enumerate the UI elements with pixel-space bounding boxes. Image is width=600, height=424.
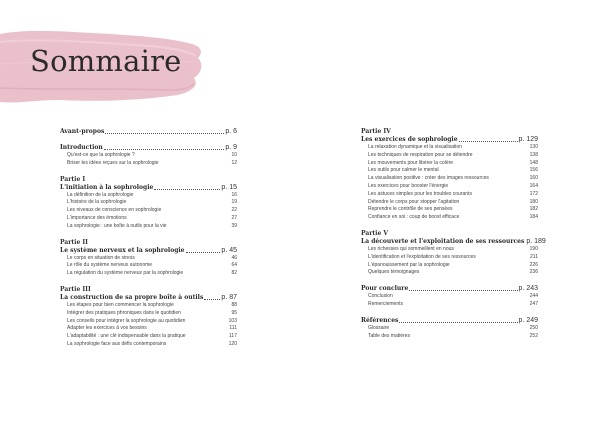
entry-page-number: 252: [529, 332, 538, 339]
toc-sub-entry[interactable]: [361, 333, 538, 341]
entry-label: Les richesses qui sommeillent en nous: [368, 245, 454, 252]
entry-page-number: 172: [529, 190, 538, 197]
toc-sub-entry[interactable]: [361, 214, 538, 222]
toc-section: [60, 144, 237, 168]
entry-label: Briser les idées reçues sur la sophrologie: [67, 159, 159, 166]
dot-leader: [204, 298, 220, 300]
entry-label: Les outils pour calmer le mental: [368, 167, 439, 174]
toc-sub-entry[interactable]: [361, 152, 538, 160]
entry-label: La régulation du système nerveux par la sophrologie: [67, 270, 184, 277]
toc-sub-entry[interactable]: [60, 262, 237, 270]
toc-sub-entry[interactable]: [60, 270, 237, 278]
entry-page-number: 130: [529, 144, 538, 150]
entry-page-number: 27: [231, 214, 237, 221]
toc-section: [361, 285, 538, 309]
dot-leader: [399, 321, 517, 323]
dot-leader: [186, 251, 221, 253]
toc-sub-entry[interactable]: [361, 301, 538, 309]
section-page-number: p. 6: [225, 128, 237, 135]
part-label: Partie V: [361, 229, 389, 237]
dot-leader: [105, 132, 224, 134]
entry-label: Remerciements: [368, 300, 404, 307]
dot-leader: [104, 148, 225, 150]
section-page-number: p. 243: [518, 285, 538, 293]
toc-sub-entry[interactable]: [361, 160, 538, 168]
section-heading: La construction de sa propre boîte à outils: [60, 293, 204, 301]
toc-sub-entry[interactable]: [361, 325, 538, 333]
toc-sub-entry[interactable]: [60, 325, 237, 333]
dot-leader: [459, 140, 518, 142]
entry-label: La sophrologie face aux défis contemporains: [67, 340, 167, 347]
toc-sub-entry[interactable]: [60, 223, 237, 231]
entry-page-number: 148: [529, 159, 538, 166]
entry-page-number: 236: [529, 269, 538, 276]
toc-main-entry[interactable]: [361, 237, 546, 246]
entry-page-number: 226: [529, 261, 538, 268]
entry-label: Table des matières: [368, 332, 410, 339]
toc-sub-entry[interactable]: [361, 269, 538, 277]
dot-leader: [154, 188, 220, 190]
section-page-number: p. 249: [518, 316, 538, 324]
entry-label: Les exercices pour booster l'énergie: [368, 182, 449, 189]
entry-page-number: 82: [231, 270, 237, 277]
toc-sub-entry[interactable]: [361, 262, 538, 270]
section-page-number: p. 189: [526, 237, 546, 245]
toc-sub-entry[interactable]: [361, 183, 538, 191]
entry-page-number: 247: [529, 300, 538, 307]
dot-leader: [409, 289, 517, 291]
page-title: Sommaire: [30, 44, 182, 78]
toc-sub-entry[interactable]: [361, 167, 538, 175]
toc-sub-entry[interactable]: [361, 246, 538, 254]
toc-main-entry[interactable]: [60, 128, 237, 136]
section-heading: Pour conclure: [361, 285, 409, 293]
toc-sub-entry[interactable]: [60, 302, 237, 310]
entry-label: L'histoire de la sophrologie: [67, 199, 127, 206]
entry-page-number: 16: [231, 191, 237, 198]
entry-page-number: 64: [231, 262, 237, 269]
entry-label: La sophrologie : une boîte à outils pour la vie: [67, 222, 167, 229]
entry-page-number: 211: [530, 253, 538, 260]
part-label: Partie IV: [361, 128, 391, 135]
entry-label: Les conseils pour intégrer la sophrologie au quotidien: [67, 317, 186, 324]
entry-page-number: 111: [229, 325, 237, 332]
section-heading: La découverte et l'exploitation de ses ressources: [361, 237, 525, 245]
entry-page-number: 138: [529, 151, 538, 158]
toc-section: [60, 176, 237, 231]
toc-sub-entry[interactable]: [60, 207, 237, 215]
toc-right-column: [361, 128, 546, 348]
part-label: Partie I: [60, 175, 86, 183]
entry-label: La relaxation dynamique et la visualisation: [368, 144, 462, 150]
entry-label: Le corps en situation de stress: [67, 254, 135, 261]
entry-label: L'adaptabilité : une clé indispensable dans la pratique: [67, 333, 186, 340]
entry-page-number: 250: [529, 324, 538, 331]
toc-sub-entry[interactable]: [60, 255, 237, 263]
entry-page-number: 164: [529, 182, 538, 189]
entry-label: Quelques témoignages: [368, 269, 420, 276]
entry-page-number: 120: [228, 340, 237, 347]
section-heading: Avant-propos: [60, 128, 105, 135]
toc-main-entry[interactable]: [60, 294, 237, 302]
section-heading: Références: [361, 316, 399, 324]
section-page-number: p. 9: [225, 144, 237, 151]
entry-page-number: 184: [529, 214, 538, 221]
toc-sub-entry[interactable]: [361, 293, 538, 301]
entry-page-number: 182: [529, 206, 538, 213]
toc-main-entry[interactable]: [60, 247, 237, 255]
toc-sub-entry[interactable]: [361, 199, 538, 207]
section-page-number: p. 45: [221, 246, 237, 254]
entry-label: La visualisation positive : créer des images ressources: [368, 175, 489, 182]
part-label: Partie III: [60, 285, 91, 293]
entry-page-number: 190: [529, 245, 538, 252]
toc-sub-entry[interactable]: [60, 215, 237, 223]
toc-sub-entry[interactable]: [361, 191, 538, 199]
entry-page-number: 10: [231, 152, 237, 158]
section-page-number: p. 87: [221, 293, 237, 301]
entry-page-number: 88: [231, 301, 237, 308]
entry-page-number: 46: [231, 254, 237, 261]
section-page-number: p. 15: [221, 183, 237, 191]
entry-page-number: 160: [529, 175, 538, 182]
entry-label: L'identification et l'exploitation de ses ressources: [368, 253, 476, 260]
toc-sub-entry[interactable]: [361, 144, 538, 152]
entry-label: Confiance en soi : coup de boost efficace: [368, 214, 460, 221]
section-heading: Le système nerveux et la sophrologie: [60, 246, 185, 254]
section-heading: Introduction: [60, 144, 103, 151]
toc-section: [60, 286, 237, 349]
toc-sub-entry[interactable]: [60, 341, 237, 349]
entry-label: Glossaire: [368, 324, 390, 331]
section-heading: Les exercices de sophrologie: [361, 136, 458, 143]
toc-main-entry[interactable]: [60, 144, 237, 152]
entry-page-number: 103: [228, 317, 237, 324]
toc-sub-entry[interactable]: [60, 199, 237, 207]
toc-sub-entry[interactable]: [60, 318, 237, 326]
entry-label: L'épanouissement par la sophrologie: [368, 261, 450, 268]
entry-page-number: 39: [231, 222, 237, 229]
entry-label: Adapter les exercices à vos besoins: [67, 325, 147, 332]
toc-left-column: [60, 128, 237, 357]
toc-sub-entry[interactable]: [60, 333, 237, 341]
entry-label: Les étapes pour bien commencer la sophrologie: [67, 301, 174, 308]
toc-sub-entry[interactable]: [60, 152, 237, 160]
entry-label: Les mouvements pour libérer la colère: [368, 159, 454, 166]
toc-sub-entry[interactable]: [361, 206, 538, 214]
entry-label: Détendre le corps pour stopper l'agitation: [368, 198, 460, 205]
toc-main-entry[interactable]: [361, 317, 538, 325]
entry-label: La définition de la sophrologie: [67, 191, 134, 198]
entry-label: Qu'est-ce que la sophrologie ?: [67, 152, 135, 158]
entry-label: Les niveaux de conscience en sophrologie: [67, 207, 162, 214]
toc-sub-entry[interactable]: [60, 192, 237, 200]
entry-page-number: 95: [231, 309, 237, 316]
toc-sub-entry[interactable]: [60, 160, 237, 168]
entry-page-number: 19: [231, 199, 237, 206]
entry-label: Les techniques de respiration pour se détendre: [368, 151, 473, 158]
toc-main-entry[interactable]: [361, 136, 538, 144]
entry-label: Les astuces simples pour les troubles courants: [368, 190, 472, 197]
toc-main-entry[interactable]: [60, 184, 237, 192]
entry-label: Intégrer des pratiques phroniques dans le quotidien: [67, 309, 181, 316]
toc-section: [361, 229, 546, 277]
toc-main-entry[interactable]: [361, 285, 538, 293]
entry-label: L'importance des émotions: [67, 214, 127, 221]
section-page-number: p. 129: [518, 136, 538, 143]
toc-sub-entry[interactable]: [60, 310, 237, 318]
toc-section: [361, 128, 538, 222]
toc-section: [361, 317, 538, 341]
section-heading: L'initiation à la sophrologie: [60, 183, 154, 191]
entry-page-number: 156: [529, 167, 538, 174]
entry-page-number: 117: [229, 333, 237, 340]
entry-page-number: 244: [529, 293, 538, 300]
entry-page-number: 12: [231, 159, 237, 166]
entry-page-number: 22: [231, 207, 237, 214]
entry-label: Le rôle du système nerveux autonome: [67, 262, 153, 269]
toc-section: [60, 128, 237, 136]
toc-sub-entry[interactable]: [361, 254, 538, 262]
entry-label: Reprendre le contrôle de ses pensées: [368, 206, 453, 213]
toc-section: [60, 239, 237, 278]
entry-page-number: 180: [529, 198, 538, 205]
entry-label: Conclusion: [368, 293, 393, 300]
toc-sub-entry[interactable]: [361, 175, 538, 183]
part-label: Partie II: [60, 238, 88, 246]
